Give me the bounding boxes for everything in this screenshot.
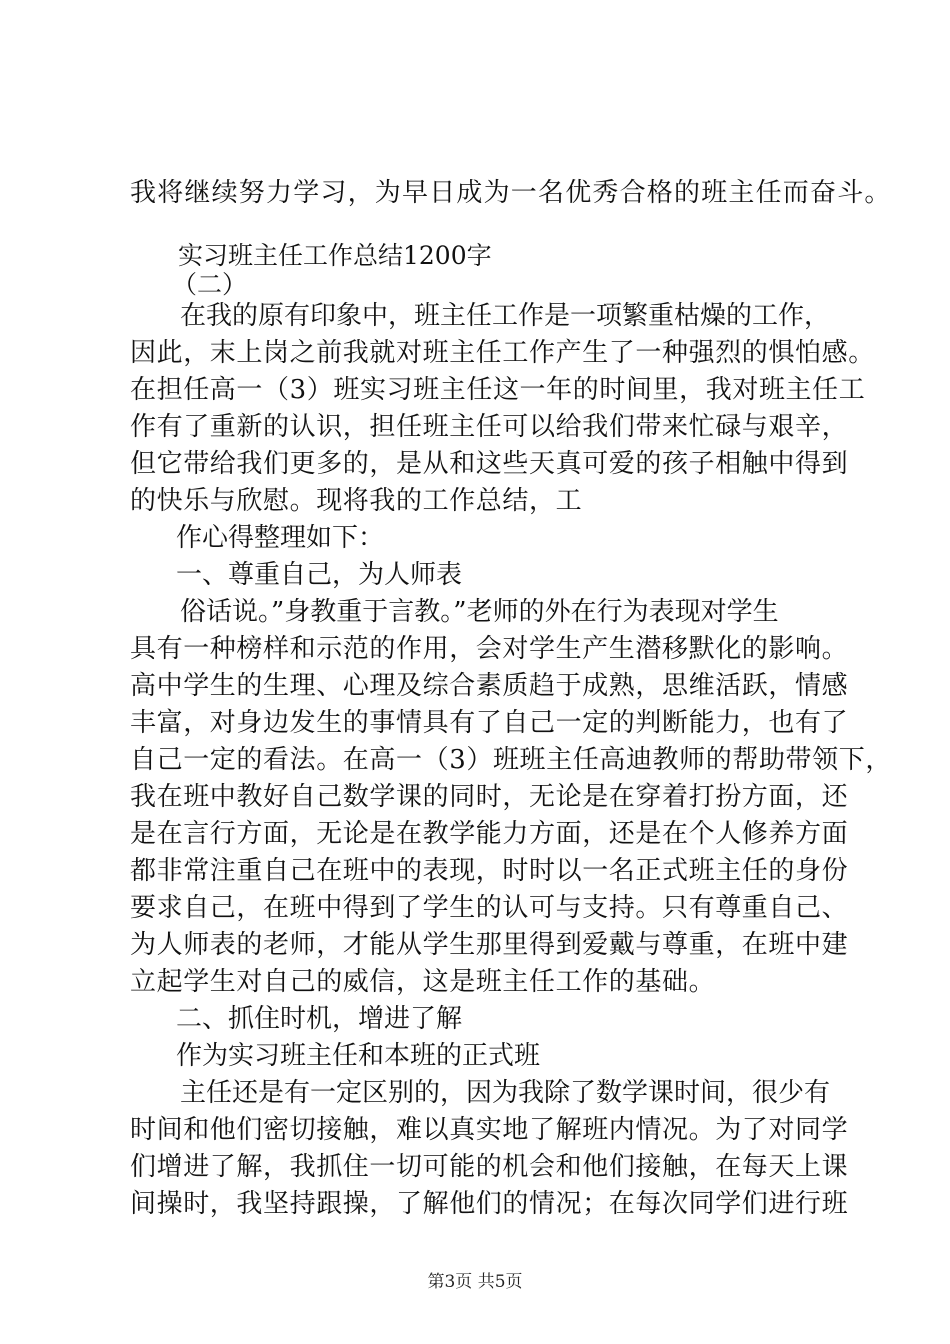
paragraph-line: 丰富，对身边发生的事情具有了自己一定的判断能力，也有了 xyxy=(130,708,849,738)
heading-line: 二、抓住时机，增进了解 xyxy=(176,1004,463,1034)
paragraph-line: 俗话说。”身教重于言教。”老师的外在行为表现对学生 xyxy=(180,597,779,627)
paragraph-line: 但它带给我们更多的，是从和这些天真可爱的孩子相触中得到 xyxy=(130,449,849,479)
section-title: 实习班主任工作总结1200字 xyxy=(178,241,492,270)
paragraph-line: 主任还是有一定区别的，因为我除了数学课时间，很少有 xyxy=(180,1078,831,1108)
paragraph-line: 为人师表的老师，才能从学生那里得到爱戴与尊重，在班中建 xyxy=(130,930,849,960)
paragraph-line: 要求自己，在班中得到了学生的认可与支持。只有尊重自己、 xyxy=(130,893,849,923)
page-footer: 第3页 共5页 xyxy=(427,1272,523,1292)
paragraph-line: 因此，末上岗之前我就对班主任工作产生了一种强烈的惧怕感。 xyxy=(130,338,875,368)
paragraph-line: 间操时，我坚持跟操，了解他们的情况；在每次同学们进行班 xyxy=(130,1189,849,1219)
paragraph-line: 作心得整理如下： xyxy=(176,523,385,553)
paragraph-line: 都非常注重自己在班中的表现，时时以一名正式班主任的身份 xyxy=(130,856,849,886)
paragraph-line: 具有一种榜样和示范的作用，会对学生产生潜移默化的影响。 xyxy=(130,634,849,664)
paragraph-line: 的快乐与欣慰。现将我的工作总结，工 xyxy=(130,486,583,516)
paragraph-line: 是在言行方面，无论是在教学能力方面，还是在个人修养方面 xyxy=(130,819,849,849)
paragraph-line: 在担任高一（3）班实习班主任这一年的时间里，我对班主任工 xyxy=(130,375,866,405)
paragraph-line: 在我的原有印象中，班主任工作是一项繁重枯燥的工作， xyxy=(180,301,831,331)
heading-line: 一、尊重自己，为人师表 xyxy=(176,560,463,590)
paragraph-line: 高中学生的生理、心理及综合素质趋于成熟，思维活跃，情感 xyxy=(130,671,849,701)
paragraph-line: 时间和他们密切接触，难以真实地了解班内情况。为了对同学 xyxy=(130,1115,849,1145)
paragraph-line: 自己一定的看法。在高一（3）班班主任高迪教师的帮助带领下， xyxy=(130,745,892,775)
closing-line: 我将继续努力学习，为早日成为一名优秀合格的班主任而奋斗。 xyxy=(130,178,892,208)
paragraph-line: 作为实习班主任和本班的正式班 xyxy=(176,1041,541,1071)
paragraph-line: 作有了重新的认识，担任班主任可以给我们带来忙碌与艰辛， xyxy=(130,412,849,442)
paragraph-line: 们增进了解，我抓住一切可能的机会和他们接触，在每天上课 xyxy=(130,1152,849,1182)
section-subtitle: （二） xyxy=(172,270,248,299)
paragraph-line: 我在班中教好自己数学课的同时，无论是在穿着打扮方面，还 xyxy=(130,782,849,812)
paragraph-line: 立起学生对自己的威信，这是班主任工作的基础。 xyxy=(130,967,716,997)
